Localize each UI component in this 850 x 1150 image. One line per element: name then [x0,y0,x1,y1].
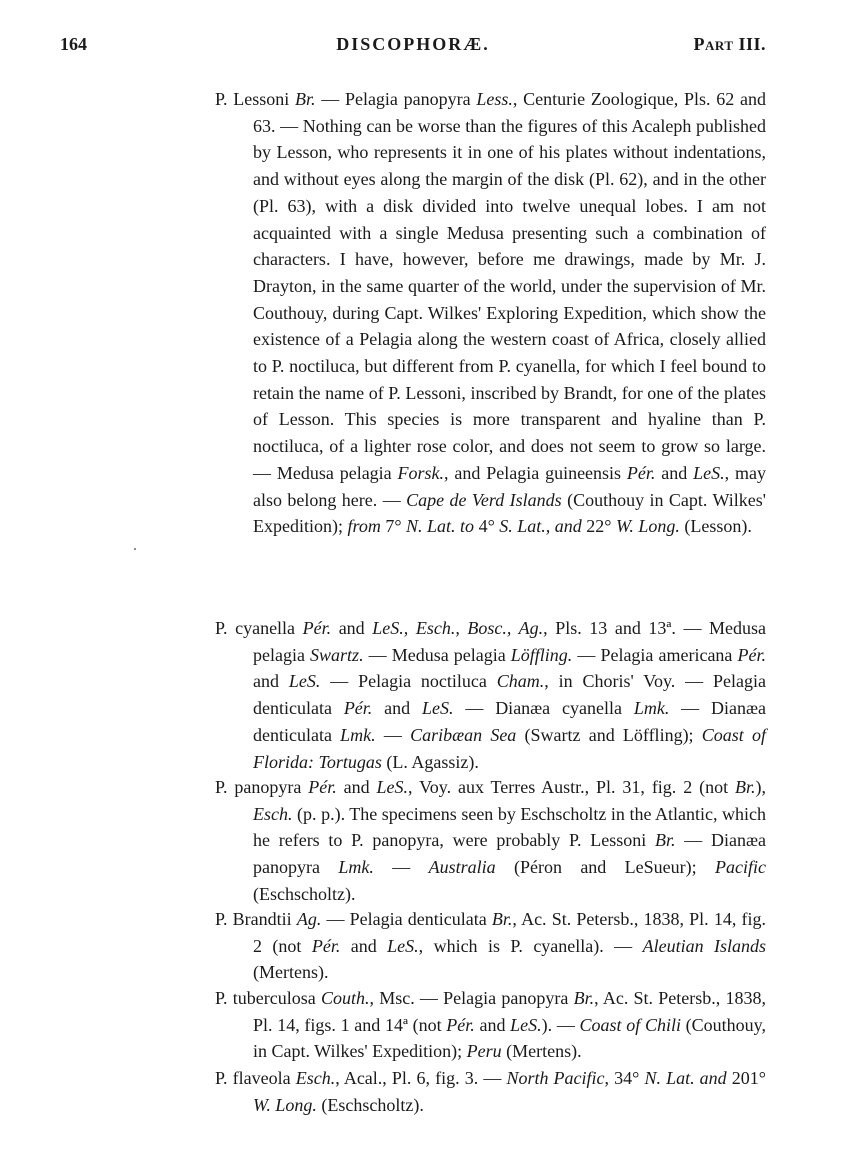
text-run: P. panopyra [215,777,309,797]
italic-text: Cape de Verd Islands [406,489,562,510]
text-run: and [655,462,694,483]
italic-text: Peru [466,1041,502,1062]
species-entry-lessoni [215,86,766,540]
italic-text: Pér. [343,698,373,719]
italic-text: Löffling. [510,644,573,665]
text-run: ), [755,777,766,797]
text-run: (Eschscholtz). [316,1094,424,1115]
text-run: , Voy. aux Terres Austr., Pl. 31, fig. 2 (not [408,777,735,797]
italic-text: Esch. [253,803,293,824]
text-run: — [375,724,411,745]
text-run: — [373,857,429,878]
text-run: and [474,1014,511,1035]
italic-text: Australia [428,857,496,878]
text-run: ). — [541,1014,580,1035]
page-number: 164 [60,34,87,54]
text-run: and [372,698,422,719]
text-run: , Msc. — Pelagia panopyra [369,988,574,1008]
italic-text: Lmk. [340,724,376,745]
text-run: , 34° [604,1068,645,1088]
italic-text: LeS. [387,935,419,956]
text-run: , may also belong here. — [253,462,766,510]
part-label: Part III. [693,34,766,54]
italic-text: Br. [294,89,316,109]
italic-text: Esch. [295,1068,336,1088]
italic-text: Less. [476,89,513,109]
italic-text: Br. [655,830,676,851]
italic-text: Lmk. [338,857,374,878]
italic-text: W. Long. [253,1094,317,1115]
text-run: (Mertens). [253,962,329,983]
margin-speck [134,548,136,550]
text-run: and [331,618,373,638]
italic-text: Pér. [737,644,766,665]
text-run: — Pelagia denticulata [321,909,492,929]
text-run: 22° [581,516,616,537]
text-run: (Péron and LeSueur); [495,857,716,878]
italic-text: Br. [491,909,513,929]
text-run: — Pelagia noctiluca [320,671,497,692]
italic-text: Pér. [446,1014,475,1035]
text-run: (L. Agassiz). [381,751,479,772]
text-run: P. flaveola [215,1068,296,1088]
text-run: , Pls. 13 and 13ª. — Medusa pelagia [253,618,766,665]
species-entry-flaveola [215,1065,766,1118]
italic-text: Coast of Chili [579,1014,681,1035]
text-run: , Ac. St. Petersb., 1838, Pl. 14, figs. 1 and 14ª (not [253,988,767,1035]
italic-text: Lmk. [633,698,670,719]
text-run: and [253,671,289,692]
italic-text: Coast of Florida: Tortugas [253,724,767,772]
text-run: — Dianæa denticulata [253,698,766,745]
italic-text: W. Long. [615,516,680,537]
species-entry-tuberculosa [215,985,767,1065]
text-run: (Couthouy, in Capt. Wilkes' Expedition); [253,1014,766,1062]
text-run: and [336,777,377,797]
italic-text: Swartz. [310,644,364,665]
italic-text: Aleutian Islands [642,935,766,956]
text-run: — Pelagia americana [572,644,738,665]
text-run: — Medusa pelagia [363,644,511,665]
text-run: , and Pelagia guineensis [444,462,627,483]
text-run: P. tuberculosa [215,988,321,1008]
text-run: — Dianæa cyanella [453,698,634,719]
text-run: , Acal., Pl. 6, fig. 3. — [335,1068,507,1088]
text-run: and [340,935,388,956]
italic-text: Pér. [308,777,337,797]
italic-text: Pér. [302,618,332,638]
text-run: (Couthouy in Capt. Wilkes' Expedition); [253,489,766,537]
text-run: , in Choris' Voy. — Pelagia denticulata [253,671,767,719]
text-run: — Dianæa panopyra [253,830,766,878]
text-run: , Ac. St. Petersb., 1838, Pl. 14, fig. 2 (not [253,909,766,956]
text-run: , which is P. cyanella). — [418,935,643,956]
species-entry-panopyra [215,774,766,908]
italic-text: Pacific [715,857,766,878]
italic-text: S. Lat., and [499,516,582,537]
text-run: — Pelagia panopyra [315,89,477,109]
text-run: , Centurie Zoologique, Pls. 62 and 63. — Nothing can be worse than the figures of this Acaleph published by Lesson, who represents it in one of his plates without indentations, and without eyes along the margin of the disk (Pl. 62), and in the other (Pl. 63), with a disk divided into twelve unequal lobes. I am not acquainted with a single Medusa presenting such a combination of characters. I have, however, before me drawings, made by Mr. J. Drayton, in the same quarter of the world, under the supervision of Mr. Couthouy, during Capt. Wilkes' Exploring Expedition, which show the existence of a Pelagia along the western coast of Africa, closely allied to P. noctiluca, but different from P. cyanella, for which I feel bound to retain the name of P. Lessoni, inscribed by Brandt, for one of the plates of Lesson. This species is more transparent and hyaline than P. noctiluca, of a lighter rose color, and does not seem to grow so large. — Medusa pelagia [253,89,766,483]
italic-text: Br. [734,777,756,797]
italic-text: from [347,516,381,537]
italic-text: Br. [573,988,595,1008]
italic-text: LeS. [510,1014,542,1035]
italic-text: Forsk. [397,462,445,483]
text-run: 201° [726,1068,766,1088]
text-run: (p. p.). The specimens seen by Eschscholtz in the Atlantic, which he refers to P. panopyra, were probably P. Lessoni [253,803,766,851]
text-run: P. Lessoni [215,89,295,109]
italic-text: Couth. [320,988,370,1008]
italic-text: Pér. [311,935,341,956]
text-run: 7° [380,516,407,537]
italic-text: Ag. [296,909,322,929]
text-run: P. cyanella [215,618,303,638]
italic-text: LeS. [422,698,454,719]
italic-text: Caribæan Sea [410,724,517,745]
italic-text: Cham. [496,671,545,692]
species-entry-brandtii [215,906,766,986]
text-run: (Swartz and Löffling); [516,724,702,745]
italic-text: North Pacific [506,1068,605,1088]
text-run: (Lesson). [679,516,752,537]
italic-text: N. Lat. to [406,516,475,537]
italic-text: LeS. [376,777,409,797]
italic-text: N. Lat. and [644,1068,727,1088]
italic-text: LeS. [693,462,725,483]
running-title: DISCOPHORÆ. [336,34,490,54]
italic-text: LeS. [288,671,321,692]
text-run: 4° [474,516,500,537]
species-entry-cyanella [215,615,767,775]
italic-text: Pér. [626,462,656,483]
running-header [60,34,766,64]
italic-text: LeS., Esch., Bosc., Ag. [372,618,544,638]
text-run: P. Brandtii [215,909,297,929]
text-run: (Mertens). [501,1041,582,1062]
text-run: (Eschscholtz). [253,883,356,904]
